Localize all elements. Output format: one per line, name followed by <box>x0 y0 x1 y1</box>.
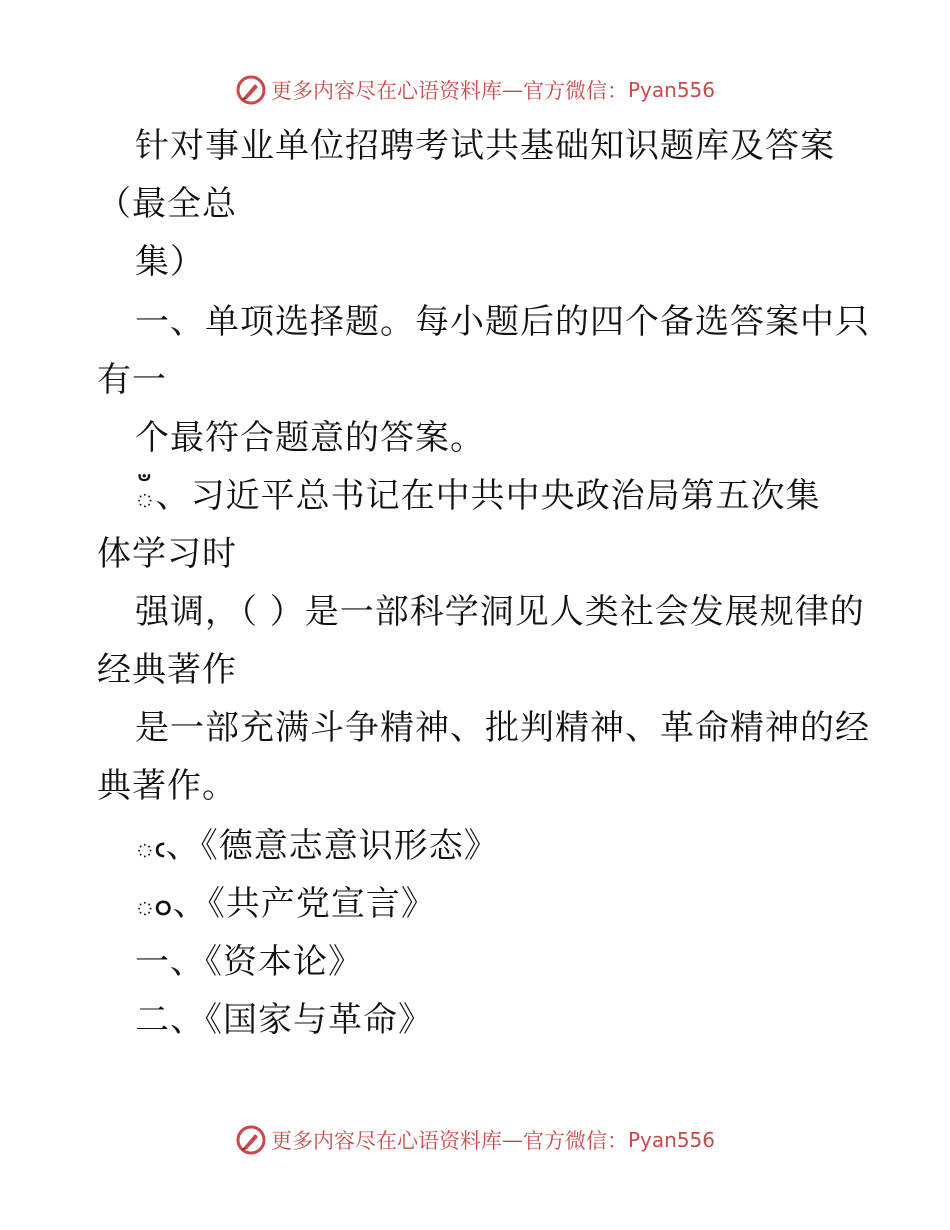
option-b: ం、《共产党宣言》 <box>135 884 436 924</box>
question-1-line-2: 体学习时 <box>97 534 237 574</box>
section-heading-line-1: 一、单项选择题。每小题后的四个备选答案中只 <box>135 302 870 342</box>
footer-watermark <box>0 1120 950 1160</box>
question-1-line-6: 典著作。 <box>97 766 237 806</box>
question-1-line-4: 经典著作 <box>97 650 237 690</box>
option-a: ఁ、《德意志意识形态》 <box>135 826 499 866</box>
header-watermark <box>0 70 950 110</box>
option-c: ⼀、《资本论》 <box>135 942 363 982</box>
watermark-dash: — <box>501 1128 523 1152</box>
watermark-main-text: 更多内容尽在心语资料库 <box>270 1129 502 1153</box>
question-1-line-1: ఀ、习近平总书记在中共中央政治局第五次集 <box>135 476 821 516</box>
doc-title-line-3: 集） <box>135 242 205 282</box>
watermark-main-text: 更多内容尽在心语资料库 <box>270 79 502 103</box>
question-1-line-5: 是一部充满斗争精神、批判精神、革命精神的经 <box>135 708 870 748</box>
doc-title-line-1: 针对事业单位招聘考试共基础知识题库及答案 <box>135 126 835 166</box>
pen-logo-icon <box>235 74 267 106</box>
section-heading-line-2: 有一 <box>97 360 167 400</box>
watermark-wechat-id: Pyan556 <box>627 1128 715 1152</box>
watermark-wechat-label: 官方微信： <box>522 79 628 103</box>
watermark-wechat-label: 官方微信： <box>522 1129 628 1153</box>
question-1-line-3: 强调，（ ）是一部科学洞见人类社会发展规律的 <box>135 592 865 632</box>
doc-title-line-2: （最全总 <box>97 184 237 224</box>
option-d: ⼆、《国家与革命》 <box>135 1000 433 1040</box>
pen-logo-icon <box>235 1124 267 1156</box>
watermark-wechat-id: Pyan556 <box>627 78 715 102</box>
section-heading-line-3: 个最符合题意的答案。 <box>135 418 485 458</box>
watermark-dash: — <box>501 78 523 102</box>
